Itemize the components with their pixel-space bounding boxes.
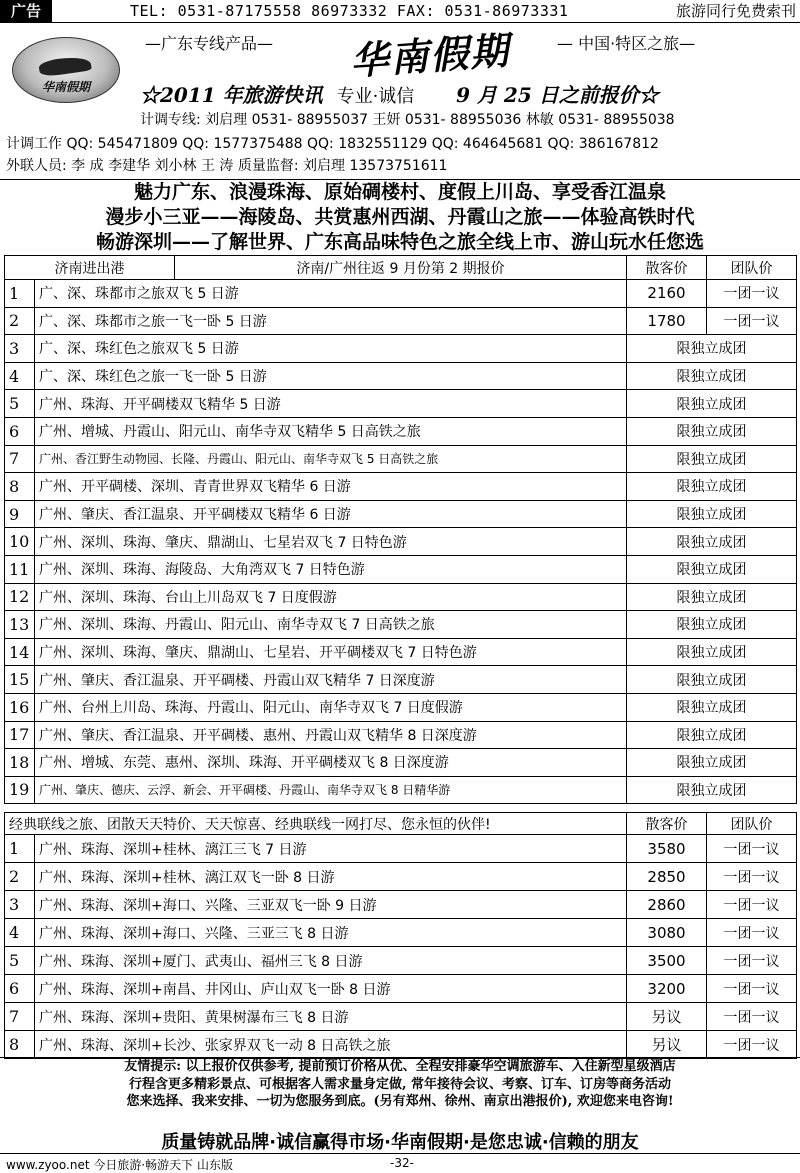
private-group-note: 限独立成团 bbox=[627, 583, 797, 611]
planner-qq: 计调工作 QQ: 545471809 QQ: 1577375488 QQ: 1832551129 QQ: 464645681 QQ: 386167812 bbox=[6, 136, 659, 152]
guangdong-price-table bbox=[4, 255, 797, 804]
header-retail-price: 散客价 bbox=[627, 256, 707, 280]
phone-fax-line: TEL: 0531-87175558 86973332 FAX: 0531-86973331 bbox=[130, 2, 569, 20]
brand-logo bbox=[12, 37, 120, 103]
group-price: 一团一议 bbox=[707, 975, 797, 1003]
table-row bbox=[5, 307, 797, 335]
group-price: 一团一议 bbox=[707, 280, 797, 308]
table-row bbox=[5, 919, 797, 947]
banner-line: 魅力广东、浪漫珠海、原始碉楼村、度假上川岛、享受香江温泉 bbox=[133, 181, 666, 203]
table-row bbox=[5, 611, 797, 639]
banner-line: 畅游深圳——了解世界、广东高品味特色之旅全线上市、游山玩水任您选 bbox=[95, 231, 704, 253]
table-row bbox=[5, 528, 797, 556]
route-name: 广州、深圳、珠海、肇庆、鼎湖山、七星岩、开平碉楼双飞 7 日特色游 bbox=[35, 638, 627, 666]
route-name: 广州、珠海、深圳+南昌、井冈山、庐山双飞一卧 8 日游 bbox=[35, 975, 627, 1003]
table-row bbox=[5, 776, 797, 804]
route-name: 广州、肇庆、德庆、云浮、新会、开平碉楼、丹霞山、南华寺双飞 8 日精华游 bbox=[35, 776, 627, 804]
retail-price: 3080 bbox=[627, 919, 707, 947]
route-name: 广、深、珠红色之旅一飞一卧 5 日游 bbox=[35, 362, 627, 390]
table-row bbox=[5, 693, 797, 721]
row-number: 2 bbox=[5, 307, 35, 335]
route-name: 广州、珠海、深圳+桂林、漓江三飞 7 日游 bbox=[35, 835, 627, 863]
product-line-title: —广东专线产品— bbox=[145, 34, 274, 53]
private-group-note: 限独立成团 bbox=[627, 693, 797, 721]
retail-price: 3200 bbox=[627, 975, 707, 1003]
table-row bbox=[5, 445, 797, 473]
private-group-note: 限独立成团 bbox=[627, 611, 797, 639]
friendly-notice bbox=[0, 1057, 800, 1128]
row-number: 19 bbox=[5, 776, 35, 804]
row-number: 8 bbox=[5, 473, 35, 501]
row-number: 8 bbox=[5, 1031, 35, 1059]
row-number: 6 bbox=[5, 417, 35, 445]
logo-text: 华南假期 bbox=[41, 80, 90, 94]
row-number: 14 bbox=[5, 638, 35, 666]
table-row bbox=[5, 362, 797, 390]
table-row bbox=[5, 583, 797, 611]
footer-site: www.zyoo.net 今日旅游·畅游天下 山东版 bbox=[6, 1158, 233, 1172]
free-catalog-note: 旅游同行免费索刊 bbox=[675, 2, 796, 20]
row-number: 11 bbox=[5, 555, 35, 583]
route-name: 广、深、珠都市之旅一飞一卧 5 日游 bbox=[35, 307, 627, 335]
private-group-note: 限独立成团 bbox=[627, 666, 797, 694]
private-group-note: 限独立成团 bbox=[627, 417, 797, 445]
table-row bbox=[5, 1003, 797, 1031]
route-name: 广州、肇庆、香江温泉、开平碉楼双飞精华 6 日游 bbox=[35, 500, 627, 528]
group-price: 一团一议 bbox=[707, 891, 797, 919]
group-price: 一团一议 bbox=[707, 947, 797, 975]
retail-price: 1780 bbox=[627, 307, 707, 335]
row-number: 3 bbox=[5, 891, 35, 919]
table-row bbox=[5, 500, 797, 528]
header-title: 经典联线之旅、团散天天特价、天天惊喜、经典联线一网打尽、您永恒的伙伴! bbox=[5, 813, 627, 835]
promo-banner bbox=[0, 179, 800, 256]
row-number: 12 bbox=[5, 583, 35, 611]
private-group-note: 限独立成团 bbox=[627, 749, 797, 777]
notice-line: 您来选择、我来安排、一切为您服务到底。(另有郑州、徐州、南京出港报价), 欢迎您来电咨询! bbox=[126, 1094, 674, 1109]
table-row bbox=[5, 666, 797, 694]
dolphin-icon bbox=[38, 54, 92, 77]
brand-title: 华南假期 bbox=[348, 27, 512, 84]
retail-price: 另议 bbox=[627, 1003, 707, 1031]
private-group-note: 限独立成团 bbox=[627, 390, 797, 418]
private-group-note: 限独立成团 bbox=[627, 638, 797, 666]
slogan-motto: 专业·诚信 bbox=[336, 86, 415, 107]
slogan-date: 9 月 25 日之前报价☆ bbox=[456, 83, 659, 107]
slogan bbox=[140, 79, 659, 108]
price-table-body bbox=[5, 256, 797, 804]
page-number: -32- bbox=[390, 1156, 414, 1170]
ad-tag: 广告 bbox=[0, 0, 52, 22]
row-number: 5 bbox=[5, 947, 35, 975]
table-row bbox=[5, 947, 797, 975]
footer-bar bbox=[0, 1153, 800, 1173]
private-group-note: 限独立成团 bbox=[627, 555, 797, 583]
row-number: 6 bbox=[5, 975, 35, 1003]
table-row bbox=[5, 280, 797, 308]
row-number: 7 bbox=[5, 1003, 35, 1031]
combo-table-body bbox=[5, 813, 797, 1059]
private-group-note: 限独立成团 bbox=[627, 528, 797, 556]
liaison-staff: 外联人员: 李 成 李建华 刘小林 王 涛 质量监督: 刘启理 13573751611 bbox=[6, 158, 448, 174]
route-name: 广州、珠海、深圳+长沙、张家界双飞一动 8 日高铁之旅 bbox=[35, 1031, 627, 1059]
route-name: 广州、增城、东莞、惠州、深圳、珠海、开平碉楼双飞 8 日深度游 bbox=[35, 749, 627, 777]
table-row bbox=[5, 1031, 797, 1059]
private-group-note: 限独立成团 bbox=[627, 362, 797, 390]
group-price: 一团一议 bbox=[707, 1003, 797, 1031]
row-number: 18 bbox=[5, 749, 35, 777]
table-header-row bbox=[5, 813, 797, 835]
row-number: 4 bbox=[5, 362, 35, 390]
private-group-note: 限独立成团 bbox=[627, 445, 797, 473]
row-number: 7 bbox=[5, 445, 35, 473]
table-row bbox=[5, 335, 797, 363]
row-number: 4 bbox=[5, 919, 35, 947]
top-bar bbox=[0, 0, 800, 23]
row-number: 16 bbox=[5, 693, 35, 721]
table-row bbox=[5, 417, 797, 445]
table-row bbox=[5, 555, 797, 583]
route-name: 广州、增城、丹霞山、阳元山、南华寺双飞精华 5 日高铁之旅 bbox=[35, 417, 627, 445]
row-number: 17 bbox=[5, 721, 35, 749]
route-name: 广州、珠海、开平碉楼双飞精华 5 日游 bbox=[35, 390, 627, 418]
route-name: 广、深、珠红色之旅双飞 5 日游 bbox=[35, 335, 627, 363]
header-group-price: 团队价 bbox=[707, 256, 797, 280]
planner-phones: 计调专线: 刘启理 0531- 88955037 王妍 0531- 88955036 林敏 0531- 88955038 bbox=[140, 112, 675, 128]
notice-line: 友情提示: 以上报价仅供参考, 提前预订价格从优、全程安排豪华空调旅游车、入住新型星级酒店 bbox=[124, 1059, 676, 1074]
route-name: 广州、深圳、珠海、肇庆、鼎湖山、七星岩双飞 7 日特色游 bbox=[35, 528, 627, 556]
group-price: 一团一议 bbox=[707, 919, 797, 947]
row-number: 9 bbox=[5, 500, 35, 528]
route-name: 广州、香江野生动物园、长隆、丹霞山、阳元山、南华寺双飞 5 日高铁之旅 bbox=[35, 445, 627, 473]
table-row bbox=[5, 638, 797, 666]
route-name: 广州、深圳、珠海、丹霞山、阳元山、南华寺双飞 7 日高铁之旅 bbox=[35, 611, 627, 639]
table-header-row bbox=[5, 256, 797, 280]
company-motto: 质量铸就品牌·诚信赢得市场·华南假期·是您忠诚·信赖的朋友 bbox=[161, 1132, 639, 1153]
slogan-year: ☆2011 年旅游快讯 bbox=[140, 83, 323, 107]
header-retail-price: 散客价 bbox=[627, 813, 707, 835]
route-name: 广州、深圳、珠海、海陵岛、大角湾双飞 7 日特色游 bbox=[35, 555, 627, 583]
row-number: 5 bbox=[5, 390, 35, 418]
table-row bbox=[5, 473, 797, 501]
route-name: 广州、珠海、深圳+厦门、武夷山、福州三飞 8 日游 bbox=[35, 947, 627, 975]
route-name: 广州、珠海、深圳+桂林、漓江双飞一卧 8 日游 bbox=[35, 863, 627, 891]
private-group-note: 限独立成团 bbox=[627, 776, 797, 804]
banner-line: 漫步小三亚——海陵岛、共赏惠州西湖、丹霞山之旅——体验高铁时代 bbox=[105, 206, 695, 228]
retail-price: 2850 bbox=[627, 863, 707, 891]
route-name: 广州、肇庆、香江温泉、开平碉楼、丹霞山双飞精华 7 日深度游 bbox=[35, 666, 627, 694]
retail-price: 3500 bbox=[627, 947, 707, 975]
table-row bbox=[5, 835, 797, 863]
table-row bbox=[5, 891, 797, 919]
row-number: 2 bbox=[5, 863, 35, 891]
route-name: 广、深、珠都市之旅双飞 5 日游 bbox=[35, 280, 627, 308]
row-number: 13 bbox=[5, 611, 35, 639]
row-number: 3 bbox=[5, 335, 35, 363]
private-group-note: 限独立成团 bbox=[627, 721, 797, 749]
combo-route-table bbox=[4, 812, 797, 1059]
table-row bbox=[5, 390, 797, 418]
group-price: 一团一议 bbox=[707, 1031, 797, 1059]
retail-price: 2160 bbox=[627, 280, 707, 308]
retail-price: 另议 bbox=[627, 1031, 707, 1059]
table-row bbox=[5, 721, 797, 749]
route-name: 广州、珠海、深圳+海口、兴隆、三亚双飞一卧 9 日游 bbox=[35, 891, 627, 919]
route-name: 广州、珠海、深圳+贵阳、黄果树瀑布三飞 8 日游 bbox=[35, 1003, 627, 1031]
table-row bbox=[5, 975, 797, 1003]
row-number: 15 bbox=[5, 666, 35, 694]
retail-price: 2860 bbox=[627, 891, 707, 919]
header-title: 济南/广州往返 9 月份第 2 期报价 bbox=[175, 256, 627, 280]
table-row bbox=[5, 863, 797, 891]
row-number: 1 bbox=[5, 280, 35, 308]
route-name: 广州、台州上川岛、珠海、丹霞山、阳元山、南华寺双飞 7 日度假游 bbox=[35, 693, 627, 721]
route-name: 广州、开平碉楼、深圳、青青世界双飞精华 6 日游 bbox=[35, 473, 627, 501]
route-name: 广州、肇庆、香江温泉、开平碉楼、惠州、丹霞山双飞精华 8 日深度游 bbox=[35, 721, 627, 749]
group-price: 一团一议 bbox=[707, 307, 797, 335]
header-group-price: 团队价 bbox=[707, 813, 797, 835]
private-group-note: 限独立成团 bbox=[627, 500, 797, 528]
group-price: 一团一议 bbox=[707, 863, 797, 891]
table-row bbox=[5, 749, 797, 777]
private-group-note: 限独立成团 bbox=[627, 335, 797, 363]
header-port: 济南进出港 bbox=[5, 256, 175, 280]
region-title: — 中国·特区之旅— bbox=[557, 34, 696, 53]
header bbox=[0, 23, 800, 179]
row-number: 10 bbox=[5, 528, 35, 556]
row-number: 1 bbox=[5, 835, 35, 863]
group-price: 一团一议 bbox=[707, 835, 797, 863]
private-group-note: 限独立成团 bbox=[627, 473, 797, 501]
route-name: 广州、珠海、深圳+海口、兴隆、三亚三飞 8 日游 bbox=[35, 919, 627, 947]
retail-price: 3580 bbox=[627, 835, 707, 863]
route-name: 广州、深圳、珠海、台山上川岛双飞 7 日度假游 bbox=[35, 583, 627, 611]
notice-line: 行程含更多精彩景点、可根据客人需求量身定做, 常年接待会议、考察、订车、订房等商务活动 bbox=[128, 1076, 672, 1092]
